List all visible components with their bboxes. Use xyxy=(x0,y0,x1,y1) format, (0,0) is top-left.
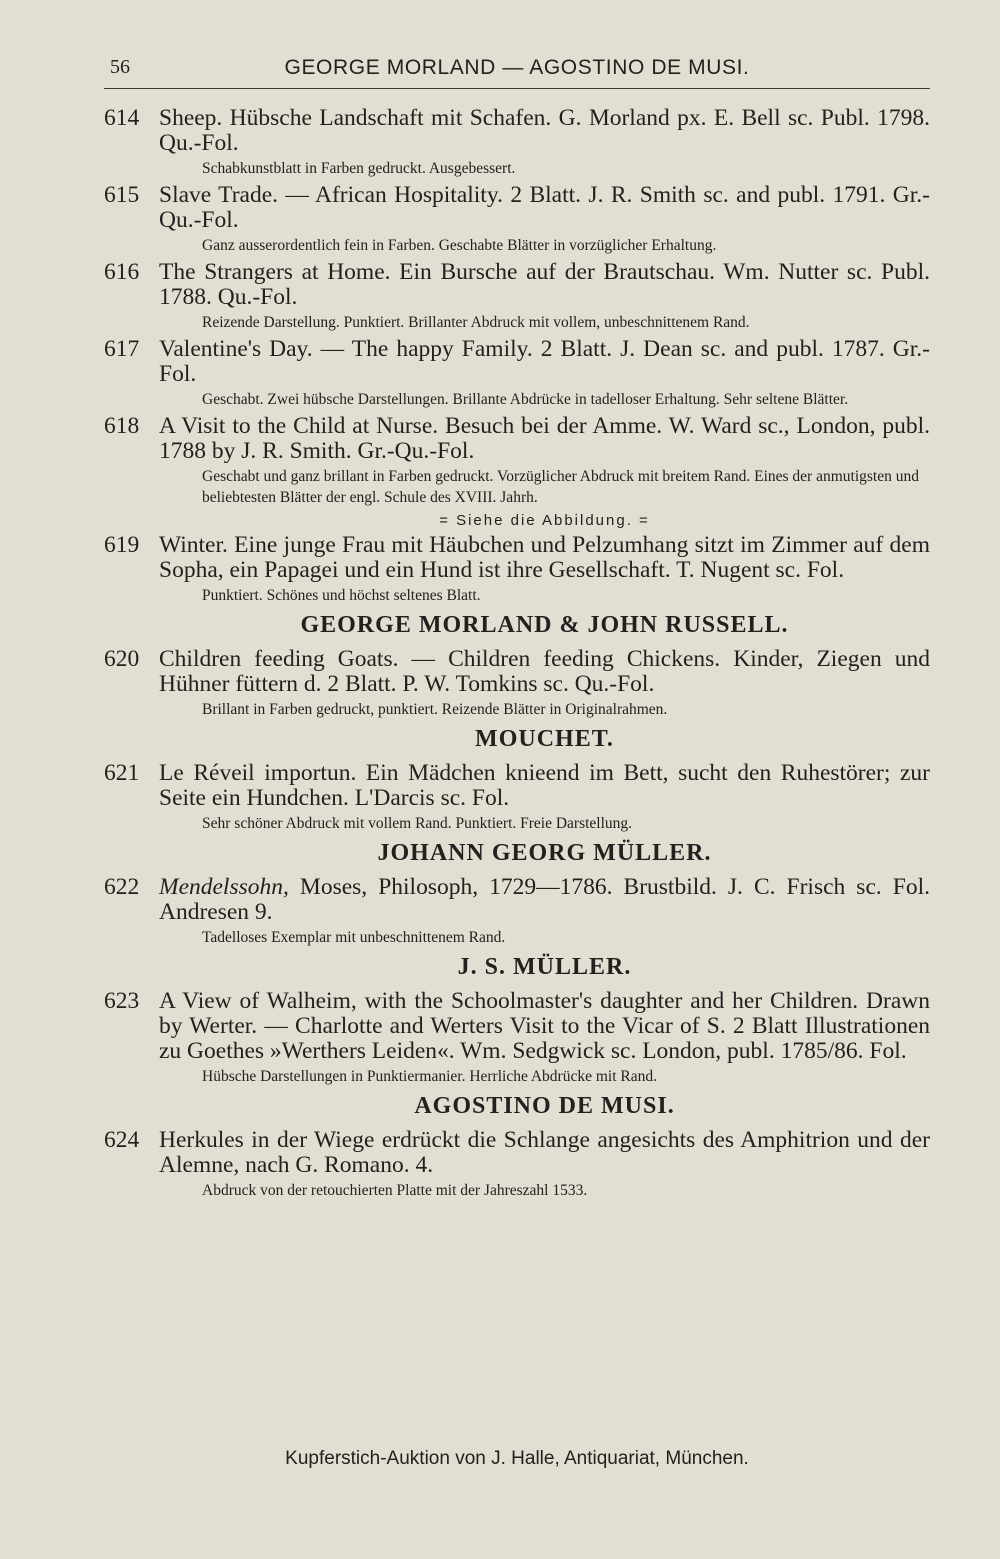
entry-text: Moses, Philosoph, 1729—1786. Brustbild. J. C. Frisch sc. Fol. Andresen 9. xyxy=(159,874,930,925)
entry-number: 615 xyxy=(104,182,140,208)
section-heading: J. S. MÜLLER. xyxy=(457,954,632,980)
entry-text: Slave Trade. — African Hospitality. 2 Blatt. J. R. Smith sc. and publ. 1791. Gr.-Qu.-Fol. xyxy=(159,182,930,233)
running-title: GEORGE MORLAND — AGOSTINO DE MUSI. xyxy=(284,56,750,79)
entry-text: Sheep. Hübsche Landschaft mit Schafen. G. Morland px. E. Bell sc. Publ. 1798. Qu.-Fol. xyxy=(159,105,930,156)
entry-note: Sehr schöner Abdruck mit vollem Rand. Punktiert. Freie Darstellung. xyxy=(202,815,633,832)
page-footer: Kupferstich-Auktion von J. Halle, Antiquariat, München. xyxy=(285,1448,749,1469)
catalog-entry xyxy=(104,183,930,256)
catalog-entry xyxy=(104,106,930,179)
entry-text: Winter. Eine junge Frau mit Häubchen und Pelzumhang sitzt im Zimmer auf dem Sopha, ein Papagei und ein Hund ist ihre Gesellschaft. T. Nugent sc. Fol. xyxy=(159,532,930,583)
page-number: 56 xyxy=(110,56,130,78)
entry-number: 622 xyxy=(104,874,140,900)
entry-text: Herkules in der Wiege erdrückt die Schlange angesichts des Amphitrion und der Alemne, nach G. Romano. 4. xyxy=(159,1127,930,1178)
entry-text: Le Réveil importun. Ein Mädchen knieend im Bett, sucht den Ruhestörer; zur Seite ein Hundchen. L'Darcis sc. Fol. xyxy=(159,760,930,811)
entry-number: 616 xyxy=(104,259,140,285)
page-header xyxy=(104,56,930,86)
entry-text: Valentine's Day. — The happy Family. 2 Blatt. J. Dean sc. and publ. 1787. Gr.-Fol. xyxy=(159,336,930,387)
entry-note: Punktiert. Schönes und höchst seltenes Blatt. xyxy=(202,587,481,604)
entry-text: A View of Walheim, with the Schoolmaster's daughter and her Children. Drawn by Werter. — Charlotte and Werters Visit to the Vicar of S. 2 Blatt Illustrationen zu Goethes »Werthers Leiden«. Wm. Sedgwick sc. London, publ. 1785/86. Fol. xyxy=(159,988,930,1064)
catalog-entry xyxy=(104,414,930,529)
entry-number: 617 xyxy=(104,336,140,362)
entry-note: Brillant in Farben gedruckt, punktiert. Reizende Blätter in Originalrahmen. xyxy=(202,701,668,718)
entry-note: Geschabt. Zwei hübsche Darstellungen. Brillante Abdrücke in tadelloser Erhaltung. Sehr seltene Blätter. xyxy=(202,391,849,408)
entry-note: Schabkunstblatt in Farben gedruckt. Ausgebessert. xyxy=(202,160,516,177)
catalog-content xyxy=(104,106,930,1205)
entry-text: A Visit to the Child at Nurse. Besuch bei der Amme. W. Ward sc., London, publ. 1788 by J. R. Smith. Gr.-Qu.-Fol. xyxy=(159,413,930,464)
entry-note: Abdruck von der retouchierten Platte mit der Jahreszahl 1533. xyxy=(202,1182,588,1199)
entry-number: 621 xyxy=(104,760,140,786)
entry-subject: Mendelssohn, xyxy=(159,874,289,900)
catalog-entry xyxy=(104,989,930,1087)
entry-note: Geschabt und ganz brillant in Farben gedruckt. Vorzüglicher Abdruck mit breitem Rand. Eines der anmutigsten und beliebtesten Blätter der engl. Schule des XVIII. Jahrh. xyxy=(202,468,919,506)
section-heading: MOUCHET. xyxy=(475,726,614,752)
entry-note: Tadelloses Exemplar mit unbeschnittenem Rand. xyxy=(202,929,506,946)
entry-number: 624 xyxy=(104,1127,140,1153)
entry-note: Hübsche Darstellungen in Punktiermanier. Herrliche Abdrücke mit Rand. xyxy=(202,1068,657,1085)
catalog-entry xyxy=(104,647,930,720)
section-heading: JOHANN GEORG MÜLLER. xyxy=(377,840,712,866)
catalog-entry xyxy=(104,533,930,606)
entry-number: 618 xyxy=(104,413,140,439)
entry-note: Reizende Darstellung. Punktiert. Brillanter Abdruck mit vollem, unbeschnittenem Rand. xyxy=(202,314,750,331)
catalog-entry xyxy=(104,260,930,333)
entry-text: Children feeding Goats. — Children feeding Chickens. Kinder, Ziegen und Hühner füttern d. 2 Blatt. P. W. Tomkins sc. Qu.-Fol. xyxy=(159,646,930,697)
entry-note: Ganz ausserordentlich fein in Farben. Geschabte Blätter in vorzüglicher Erhaltung. xyxy=(202,237,717,254)
catalog-entry xyxy=(104,1128,930,1201)
section-heading: AGOSTINO DE MUSI. xyxy=(414,1093,675,1119)
header-rule xyxy=(104,88,930,89)
entry-number: 623 xyxy=(104,988,140,1014)
section-heading: GEORGE MORLAND & JOHN RUSSELL. xyxy=(300,612,789,638)
entry-text: The Strangers at Home. Ein Bursche auf der Brautschau. Wm. Nutter sc. Publ. 1788. Qu.-Fol. xyxy=(159,259,930,310)
entry-number: 619 xyxy=(104,532,140,558)
catalog-entry xyxy=(104,761,930,834)
entry-number: 620 xyxy=(104,646,140,672)
catalog-entry xyxy=(104,337,930,410)
catalog-entry xyxy=(104,875,930,948)
illustration-reference: = Siehe die Abbildung. = xyxy=(439,512,650,529)
entry-number: 614 xyxy=(104,105,140,131)
